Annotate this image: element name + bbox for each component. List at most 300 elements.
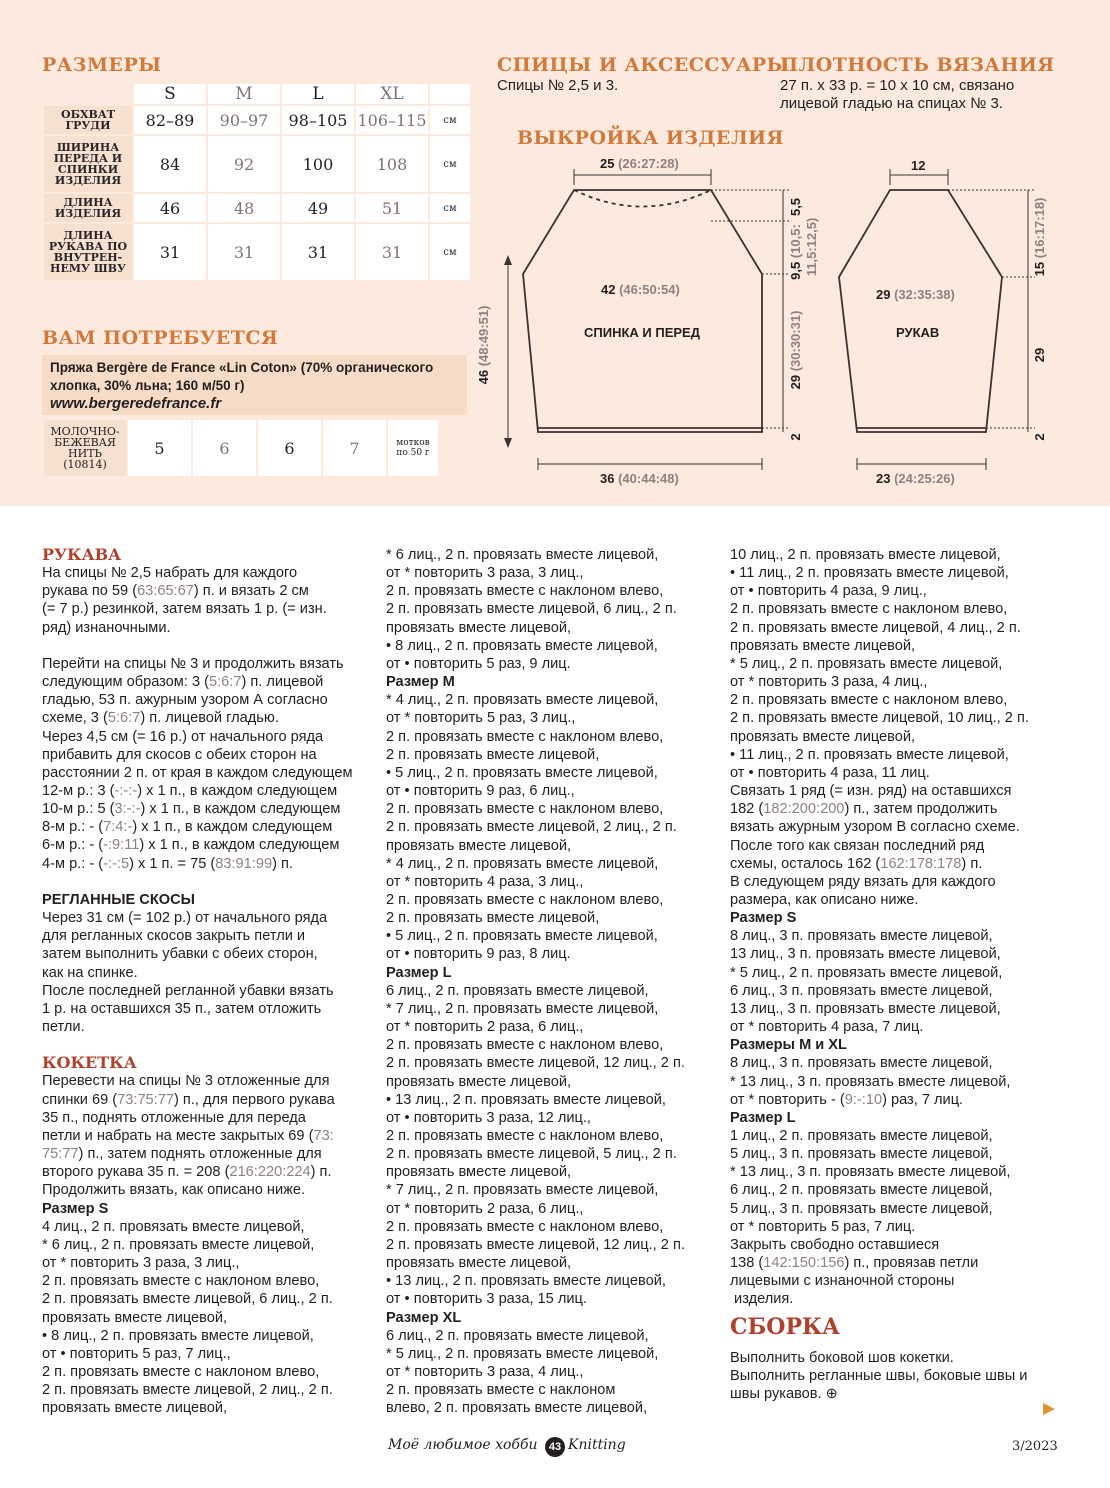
text-line	[42, 1327, 353, 1345]
text-segment: Связать 1 ряд (= изн. ряд) на оставшихся	[730, 783, 1012, 800]
text-line	[42, 982, 353, 1000]
text-line	[42, 945, 353, 963]
text-segment: 2 п. провязать вместе с наклоном влево,	[730, 601, 1008, 618]
arrow-down-icon	[504, 438, 512, 448]
size-header: L	[282, 84, 354, 104]
text-line	[42, 728, 353, 746]
sizes-row	[44, 106, 470, 134]
text-line	[730, 564, 1029, 582]
text-segment: провязать вместе лицевой,	[42, 1400, 228, 1417]
text-line	[386, 1254, 685, 1272]
size-value: 108	[356, 136, 428, 192]
text-line	[42, 1145, 353, 1163]
subsection-heading	[42, 891, 353, 909]
text-line	[730, 1385, 1029, 1403]
text-segment: ряд) изнаночными.	[42, 619, 171, 636]
text-segment: 2 п. провязать вместе лицевой, 4 лиц., 2 п.	[730, 619, 1021, 636]
side-length-label: 29 (30:30:31)	[788, 310, 803, 390]
text-segment: провязать вместе лицевой,	[386, 1255, 572, 1272]
text-line	[730, 582, 1029, 600]
spacer	[42, 1036, 353, 1054]
sleeve-length-label: 29	[1032, 347, 1047, 363]
text-line	[386, 582, 685, 600]
text-segment: * 6 лиц., 2 п. провязать вместе лицевой,	[42, 1236, 315, 1253]
text-segment: 6-м р.: - (	[42, 837, 104, 854]
size-value: 82–89	[134, 106, 206, 134]
text-segment: схемы, осталось 162 (	[730, 855, 881, 872]
text-line	[730, 1236, 1029, 1254]
yarn-quantity: 5	[128, 420, 191, 476]
size-alt-values: -:-:5	[103, 855, 130, 872]
text-segment: 6 лиц., 2 п. провязать вместе лицевой,	[386, 1327, 649, 1344]
text-segment: 8 лиц., 3 п. провязать вместе лицевой,	[730, 1055, 993, 1072]
text-segment: ) п., для первого рукава	[173, 1091, 335, 1108]
text-segment: 4-м р.: - (	[42, 855, 104, 872]
text-segment: петли.	[42, 1019, 85, 1036]
text-line	[42, 1399, 353, 1417]
text-segment: ) x 1 п., в каждом следующем	[140, 801, 341, 818]
text-segment: 10-м р.: 5 (	[42, 801, 115, 818]
text-line	[386, 873, 685, 891]
text-segment: РУКАВА	[42, 545, 122, 564]
sizes-header-row	[44, 84, 470, 104]
footer-magazine-title: Моё любимое хобби	[388, 1437, 538, 1453]
neck-depth-label: 5,5	[788, 197, 803, 217]
text-line	[386, 1036, 685, 1054]
text-segment: * 13 лиц., 3 п. провязать вместе лицевой,	[730, 1073, 1011, 1090]
raglan-depth-label-alt: 11,5:12,5)	[804, 217, 819, 277]
text-line	[730, 855, 1029, 873]
text-line	[730, 1073, 1029, 1091]
text-line	[730, 637, 1029, 655]
text-line	[42, 1091, 353, 1109]
size-unit: см	[430, 224, 470, 280]
text-line	[42, 964, 353, 982]
text-segment: Размер M	[386, 674, 455, 691]
unit-header	[430, 84, 470, 104]
sleeve-rib-label: 2	[1032, 433, 1047, 441]
text-segment: 2 п. провязать вместе с наклоном влево,	[386, 1037, 664, 1054]
text-segment: Размер S	[42, 1200, 109, 1217]
text-line	[42, 1290, 353, 1308]
section-heading	[42, 546, 353, 564]
text-line	[42, 673, 353, 691]
yarn-color-line: МОЛОЧНО-	[50, 425, 120, 438]
text-segment: Через 31 см (= 102 р.) от начального ряда	[42, 910, 328, 927]
text-segment: 2 п. провязать вместе с наклоном влево,	[386, 1128, 664, 1144]
text-line	[730, 691, 1029, 709]
text-segment: 2 п. провязать вместе с наклоном влево,	[386, 583, 664, 600]
text-segment: ) п. и вязать 2 см	[193, 583, 309, 600]
text-segment: 2 п. провязать вместе с наклоном	[386, 1382, 616, 1399]
text-segment: размера, как описано ниже.	[730, 891, 919, 908]
text-line	[730, 1254, 1029, 1272]
section-heading	[42, 1054, 353, 1072]
text-line	[386, 1236, 685, 1254]
text-line	[386, 1054, 685, 1072]
text-segment: После того как связан последний ряд	[730, 837, 985, 854]
text-line	[386, 1000, 685, 1018]
text-segment: ) x 1 п., в каждом следующем	[137, 783, 338, 800]
yarn-description-line: Пряжа Bergère de France «Lin Coton» (70% органического	[50, 360, 434, 375]
text-segment: 138 (	[730, 1255, 764, 1272]
text-segment: 2 п. провязать вместе с наклоном влево,	[42, 1363, 320, 1380]
text-line	[42, 764, 353, 782]
body-outline	[523, 190, 762, 432]
text-line	[386, 945, 685, 963]
text-line	[730, 982, 1029, 1000]
yarn-website-link[interactable]: www.bergeredefrance.fr	[50, 395, 222, 412]
text-segment: от • повторить 9 раз, 6 лиц.,	[386, 783, 575, 800]
text-line	[386, 927, 685, 945]
text-segment: 8 лиц., 3 п. провязать вместе лицевой,	[730, 928, 993, 945]
text-line	[42, 855, 353, 873]
text-segment: ) п.	[310, 1164, 332, 1181]
size-header: XL	[356, 84, 428, 104]
text-line	[386, 1381, 685, 1399]
size-unit: см	[430, 194, 470, 222]
text-line	[42, 655, 353, 673]
text-line	[386, 1073, 685, 1091]
text-line	[386, 982, 685, 1000]
yarn-box	[42, 355, 467, 415]
text-line	[42, 1363, 353, 1381]
text-segment: 2 п. провязать вместе лицевой,	[386, 746, 600, 763]
body-neckline	[574, 190, 711, 207]
size-alt-values: -:9:11	[103, 837, 140, 854]
text-line	[730, 1018, 1029, 1036]
yarn-quantity: 6	[258, 420, 321, 476]
text-line	[730, 1127, 1029, 1145]
size-value: 31	[282, 224, 354, 280]
text-line	[42, 1163, 353, 1181]
text-line	[730, 1218, 1029, 1236]
text-segment: от • повторить 5 раз, 7 лиц.,	[42, 1345, 231, 1362]
text-line	[386, 1272, 685, 1290]
text-line	[42, 1109, 353, 1127]
text-segment: от * повторить 2 раза, 6 лиц.,	[386, 1019, 584, 1036]
text-line	[386, 546, 685, 564]
row-label-line: ИЗДЕЛИЯ	[54, 207, 122, 220]
text-line	[386, 691, 685, 709]
text-segment: Продолжить вязать, как описано ниже.	[42, 1182, 306, 1199]
text-segment: 2 п. провязать вместе лицевой, 5 лиц., 2 п.	[386, 1146, 677, 1163]
text-line	[42, 1309, 353, 1327]
text-segment: Перейти на спицы № 3 и продолжить вязать	[42, 655, 344, 672]
row-label	[44, 194, 132, 222]
tension-text	[780, 77, 1014, 113]
text-line	[730, 655, 1029, 673]
text-segment: от * повторить 3 раза, 4 лиц.,	[730, 674, 928, 691]
text-segment: 12-м р.: 3 (	[42, 783, 115, 800]
text-line	[386, 1200, 685, 1218]
subsection-heading	[386, 964, 685, 982]
text-line	[386, 655, 685, 673]
text-line	[730, 1000, 1029, 1018]
text-segment: 8-м р.: - (	[42, 819, 104, 836]
text-line	[386, 709, 685, 727]
text-line	[42, 1345, 353, 1363]
row-label-line: ВНУТРЕН-	[53, 251, 123, 264]
text-line	[730, 945, 1029, 963]
text-segment: от * повторить 4 раза, 7 лиц.	[730, 1019, 924, 1036]
row-label-line: ОБХВАТ	[61, 108, 115, 121]
text-segment: от * повторить 3 раза, 3 лиц.,	[42, 1255, 240, 1272]
schematic-heading: ВЫКРОЙКА ИЗДЕЛИЯ	[517, 127, 784, 149]
text-segment: * 5 лиц., 2 п. провязать вместе лицевой,	[730, 964, 1003, 981]
text-line	[386, 764, 685, 782]
materials-heading: ВАМ ПОТРЕБУЕТСЯ	[42, 327, 279, 349]
text-line	[386, 782, 685, 800]
sleeve-outline	[839, 190, 1002, 432]
sizes-row	[44, 194, 470, 222]
text-segment: • 11 лиц., 2 п. провязать вместе лицевой,	[730, 746, 1009, 763]
text-line	[42, 619, 353, 637]
text-segment: • 13 лиц., 2 п. провязать вместе лицевой,	[386, 1091, 666, 1108]
text-segment: • 11 лиц., 2 п. провязать вместе лицевой,	[730, 565, 1009, 582]
text-segment: от * повторить 3 раза, 4 лиц.,	[386, 1364, 584, 1381]
text-line	[730, 1091, 1029, 1109]
text-segment: Размер L	[386, 964, 452, 981]
sleeve-piece-label: РУКАВ	[896, 325, 940, 340]
text-segment: Размеры M и XL	[730, 1037, 847, 1054]
text-line	[42, 927, 353, 945]
text-segment: ) п. лицевой	[241, 674, 324, 691]
text-segment: как на спинке.	[42, 964, 138, 981]
size-value: 31	[134, 224, 206, 280]
text-segment: ) x 1 п., в каждом следующем	[132, 819, 333, 836]
text-line	[386, 746, 685, 764]
yarn-unit	[388, 420, 438, 476]
text-segment: от * повторить - (	[730, 1091, 845, 1108]
yarn-color-line: БЕЖЕВАЯ	[54, 436, 116, 449]
text-segment: 13 лиц., 3 п. провязать вместе лицевой,	[730, 946, 1001, 963]
size-alt-values: 73:75:77	[117, 1091, 174, 1108]
text-segment: 5 лиц., 3 п. провязать вместе лицевой,	[730, 1200, 993, 1217]
text-line	[730, 1367, 1029, 1385]
row-label	[44, 136, 132, 192]
chest-width-label: 42 (46:50:54)	[601, 282, 680, 297]
text-line	[42, 709, 353, 727]
text-segment: * 7 лиц., 2 п. провязать вместе лицевой,	[386, 1182, 659, 1199]
text-line	[386, 1399, 685, 1417]
text-line	[386, 1181, 685, 1199]
size-value: 49	[282, 194, 354, 222]
page-footer	[0, 1437, 1110, 1461]
size-header: S	[134, 84, 206, 104]
text-segment: КОКЕТКА	[42, 1053, 137, 1073]
text-line	[730, 837, 1029, 855]
corner-cell	[44, 84, 132, 104]
sleeve-upper-label: 29 (32:35:38)	[876, 287, 955, 302]
text-line	[386, 600, 685, 618]
tension-line: 27 п. x 33 р. = 10 x 10 см, связано	[780, 77, 1015, 94]
text-segment: 10 лиц., 2 п. провязать вместе лицевой,	[730, 547, 1001, 563]
text-segment: от • повторить 5 раз, 9 лиц.	[386, 655, 571, 672]
text-segment: влево, 2 п. провязать вместе лицевой,	[386, 1400, 648, 1417]
text-line	[730, 746, 1029, 764]
size-alt-values: 142:150:156	[763, 1255, 845, 1272]
text-line	[730, 782, 1029, 800]
text-segment: провязать вместе лицевой,	[386, 1164, 572, 1181]
text-line	[386, 800, 685, 818]
text-segment: вязать ажурным узором В согласно схеме.	[730, 819, 1020, 836]
spacer	[42, 873, 353, 891]
text-segment: изделия.	[730, 1291, 794, 1308]
size-alt-values: 162:178:178	[880, 855, 962, 872]
instructions-column-2	[386, 546, 685, 1418]
yarn-color-line: (10814)	[63, 458, 107, 471]
text-segment: провязать вместе лицевой,	[730, 637, 916, 654]
text-line	[386, 728, 685, 746]
text-segment: от * повторить 2 раза, 6 лиц.,	[386, 1200, 584, 1217]
text-line	[42, 1236, 353, 1254]
text-line	[730, 1145, 1029, 1163]
text-segment: * 4 лиц., 2 п. провязать вместе лицевой,	[386, 855, 659, 872]
text-segment: Размер S	[730, 910, 797, 927]
subsection-heading	[730, 1109, 1029, 1127]
text-line	[42, 746, 353, 764]
arrow-up-icon	[504, 255, 512, 265]
text-segment: провязать вместе лицевой,	[386, 1073, 572, 1090]
footer-page-number: 43	[545, 1437, 565, 1457]
text-line	[730, 818, 1029, 836]
text-segment: 2 п. провязать вместе лицевой, 12 лиц., 2 п.	[386, 1236, 685, 1253]
text-line	[730, 709, 1029, 727]
text-segment: Через 4,5 см (= 16 р.) от начального ряда	[42, 728, 324, 745]
text-segment: 2 п. провязать вместе с наклоном влево,	[386, 1218, 664, 1235]
text-segment: ) п., затем продолжить	[844, 801, 998, 818]
text-line	[730, 619, 1029, 637]
size-alt-values: 73:	[313, 1127, 334, 1144]
row-label-line: ИЗДЕЛИЯ	[54, 174, 122, 187]
size-alt-values: 9:-:10	[844, 1091, 883, 1108]
text-line	[386, 1145, 685, 1163]
needles-heading: СПИЦЫ И АКСЕССУАРЫ	[497, 54, 791, 76]
text-segment: от • повторить 3 раза, 15 лиц.	[386, 1291, 587, 1308]
text-segment: * 7 лиц., 2 п. провязать вместе лицевой,	[386, 1000, 659, 1017]
text-segment: прибавить для скосов с обеих сторон на	[42, 746, 317, 763]
size-value: 84	[134, 136, 206, 192]
text-line	[42, 909, 353, 927]
pattern-schematic	[470, 145, 1060, 495]
size-value: 98–105	[282, 106, 354, 134]
row-label-line: ПЕРЕДА И	[53, 152, 123, 165]
text-line	[386, 637, 685, 655]
body-piece-label: СПИНКА И ПЕРЕД	[584, 325, 700, 340]
row-label-line: СПИНКИ	[57, 163, 119, 176]
text-segment: 2 п. провязать вместе лицевой, 6 лиц., 2 п.	[42, 1291, 333, 1308]
sizes-table	[42, 82, 472, 282]
row-label	[44, 106, 132, 134]
sizes-heading: РАЗМЕРЫ	[42, 54, 162, 76]
text-line	[42, 1381, 353, 1399]
text-segment: * 13 лиц., 3 п. провязать вместе лицевой,	[730, 1164, 1011, 1181]
text-segment: • 8 лиц., 2 п. провязать вместе лицевой,	[386, 637, 658, 654]
text-line	[42, 836, 353, 854]
text-segment: ) п., затем поднять отложенные для	[78, 1146, 322, 1163]
row-label-line: ШИРИНА	[56, 141, 120, 154]
text-segment: затем выполнить убавки с обеих сторон,	[42, 946, 318, 963]
text-segment: 2 п. провязать вместе с наклоном влево,	[386, 891, 664, 908]
text-line	[42, 1018, 353, 1036]
text-line	[42, 1181, 353, 1199]
text-segment: 1 р. на оставшихся 35 п., затем отложить	[42, 1000, 322, 1017]
text-segment: гладью, 53 п. ажурным узором А согласно	[42, 692, 328, 709]
size-value: 106–115	[356, 106, 428, 134]
text-segment: 35 п., поднять отложенные для переда	[42, 1109, 306, 1126]
yarn-unit-line: мотков	[396, 438, 430, 448]
raglan-depth-label: 9,5 (10,5:	[788, 224, 803, 280]
text-line	[730, 800, 1029, 818]
text-segment: от * повторить 3 раза, 3 лиц.,	[386, 565, 584, 582]
subsection-heading	[730, 909, 1029, 927]
text-line	[386, 891, 685, 909]
text-segment: провязать вместе лицевой,	[42, 1309, 228, 1326]
size-unit: см	[430, 136, 470, 192]
text-segment: ) п.	[272, 855, 293, 872]
text-line	[730, 1349, 1029, 1367]
text-segment: ) п. лицевой гладью.	[140, 710, 279, 727]
text-line	[730, 1181, 1029, 1199]
text-segment: швы рукавов. ⊕	[730, 1385, 838, 1402]
text-line	[386, 564, 685, 582]
text-line	[42, 818, 353, 836]
text-line	[386, 1345, 685, 1363]
row-label-line: РУКАВА ПО	[48, 240, 128, 253]
subsection-heading	[730, 1036, 1029, 1054]
text-segment: 13 лиц., 3 п. провязать вместе лицевой,	[730, 1000, 1001, 1017]
text-line	[730, 764, 1029, 782]
subsection-heading	[386, 673, 685, 691]
row-label-line: ДЛИНА	[63, 196, 113, 209]
text-line	[730, 728, 1029, 746]
text-line	[730, 1054, 1029, 1072]
text-segment: Перевести на спицы № 3 отложенные для	[42, 1073, 330, 1090]
text-segment: 2 п. провязать вместе лицевой,	[386, 910, 600, 927]
text-segment: Размер XL	[386, 1309, 462, 1326]
text-segment: ) x 1 п. = 75 (	[129, 855, 216, 872]
text-segment: второго рукава 35 п. = 208 (	[42, 1164, 230, 1181]
text-segment: * 6 лиц., 2 п. провязать вместе лицевой,	[386, 547, 659, 563]
size-alt-values: 63:65:67	[137, 583, 194, 600]
text-segment: 2 п. провязать вместе лицевой, 10 лиц., 2 п.	[730, 710, 1029, 727]
size-alt-values: 216:220:224	[229, 1164, 311, 1181]
size-alt-values: 5:6:7	[208, 674, 242, 691]
text-segment: 2 п. провязать вместе с наклоном влево,	[42, 1273, 320, 1290]
tension-line: лицевой гладью на спицах № 3.	[780, 95, 1003, 112]
text-segment: РЕГЛАННЫЕ СКОСЫ	[42, 891, 195, 908]
yarn-unit-line: по 50 г	[396, 448, 430, 458]
text-line	[386, 909, 685, 927]
text-line	[386, 1163, 685, 1181]
size-alt-values: 182:200:200	[763, 801, 845, 818]
body-rib-label: 2	[788, 433, 803, 441]
text-segment: петли и набрать на месте закрытых 69 (	[42, 1127, 314, 1144]
size-header: M	[208, 84, 280, 104]
text-segment: ) раз, 7 лиц.	[882, 1091, 964, 1108]
size-value: 48	[208, 194, 280, 222]
total-length-label: 46 (48:49:51)	[476, 305, 491, 385]
yarn-color-label	[44, 420, 126, 476]
text-line	[730, 600, 1029, 618]
size-value: 46	[134, 194, 206, 222]
text-line	[42, 782, 353, 800]
text-segment: * 5 лиц., 2 п. провязать вместе лицевой,	[730, 655, 1003, 672]
text-segment: лицевыми с изнаночной стороны	[730, 1273, 955, 1290]
text-segment: от • повторить 3 раза, 12 лиц.,	[386, 1109, 591, 1126]
size-alt-values: 75:77	[42, 1146, 79, 1163]
